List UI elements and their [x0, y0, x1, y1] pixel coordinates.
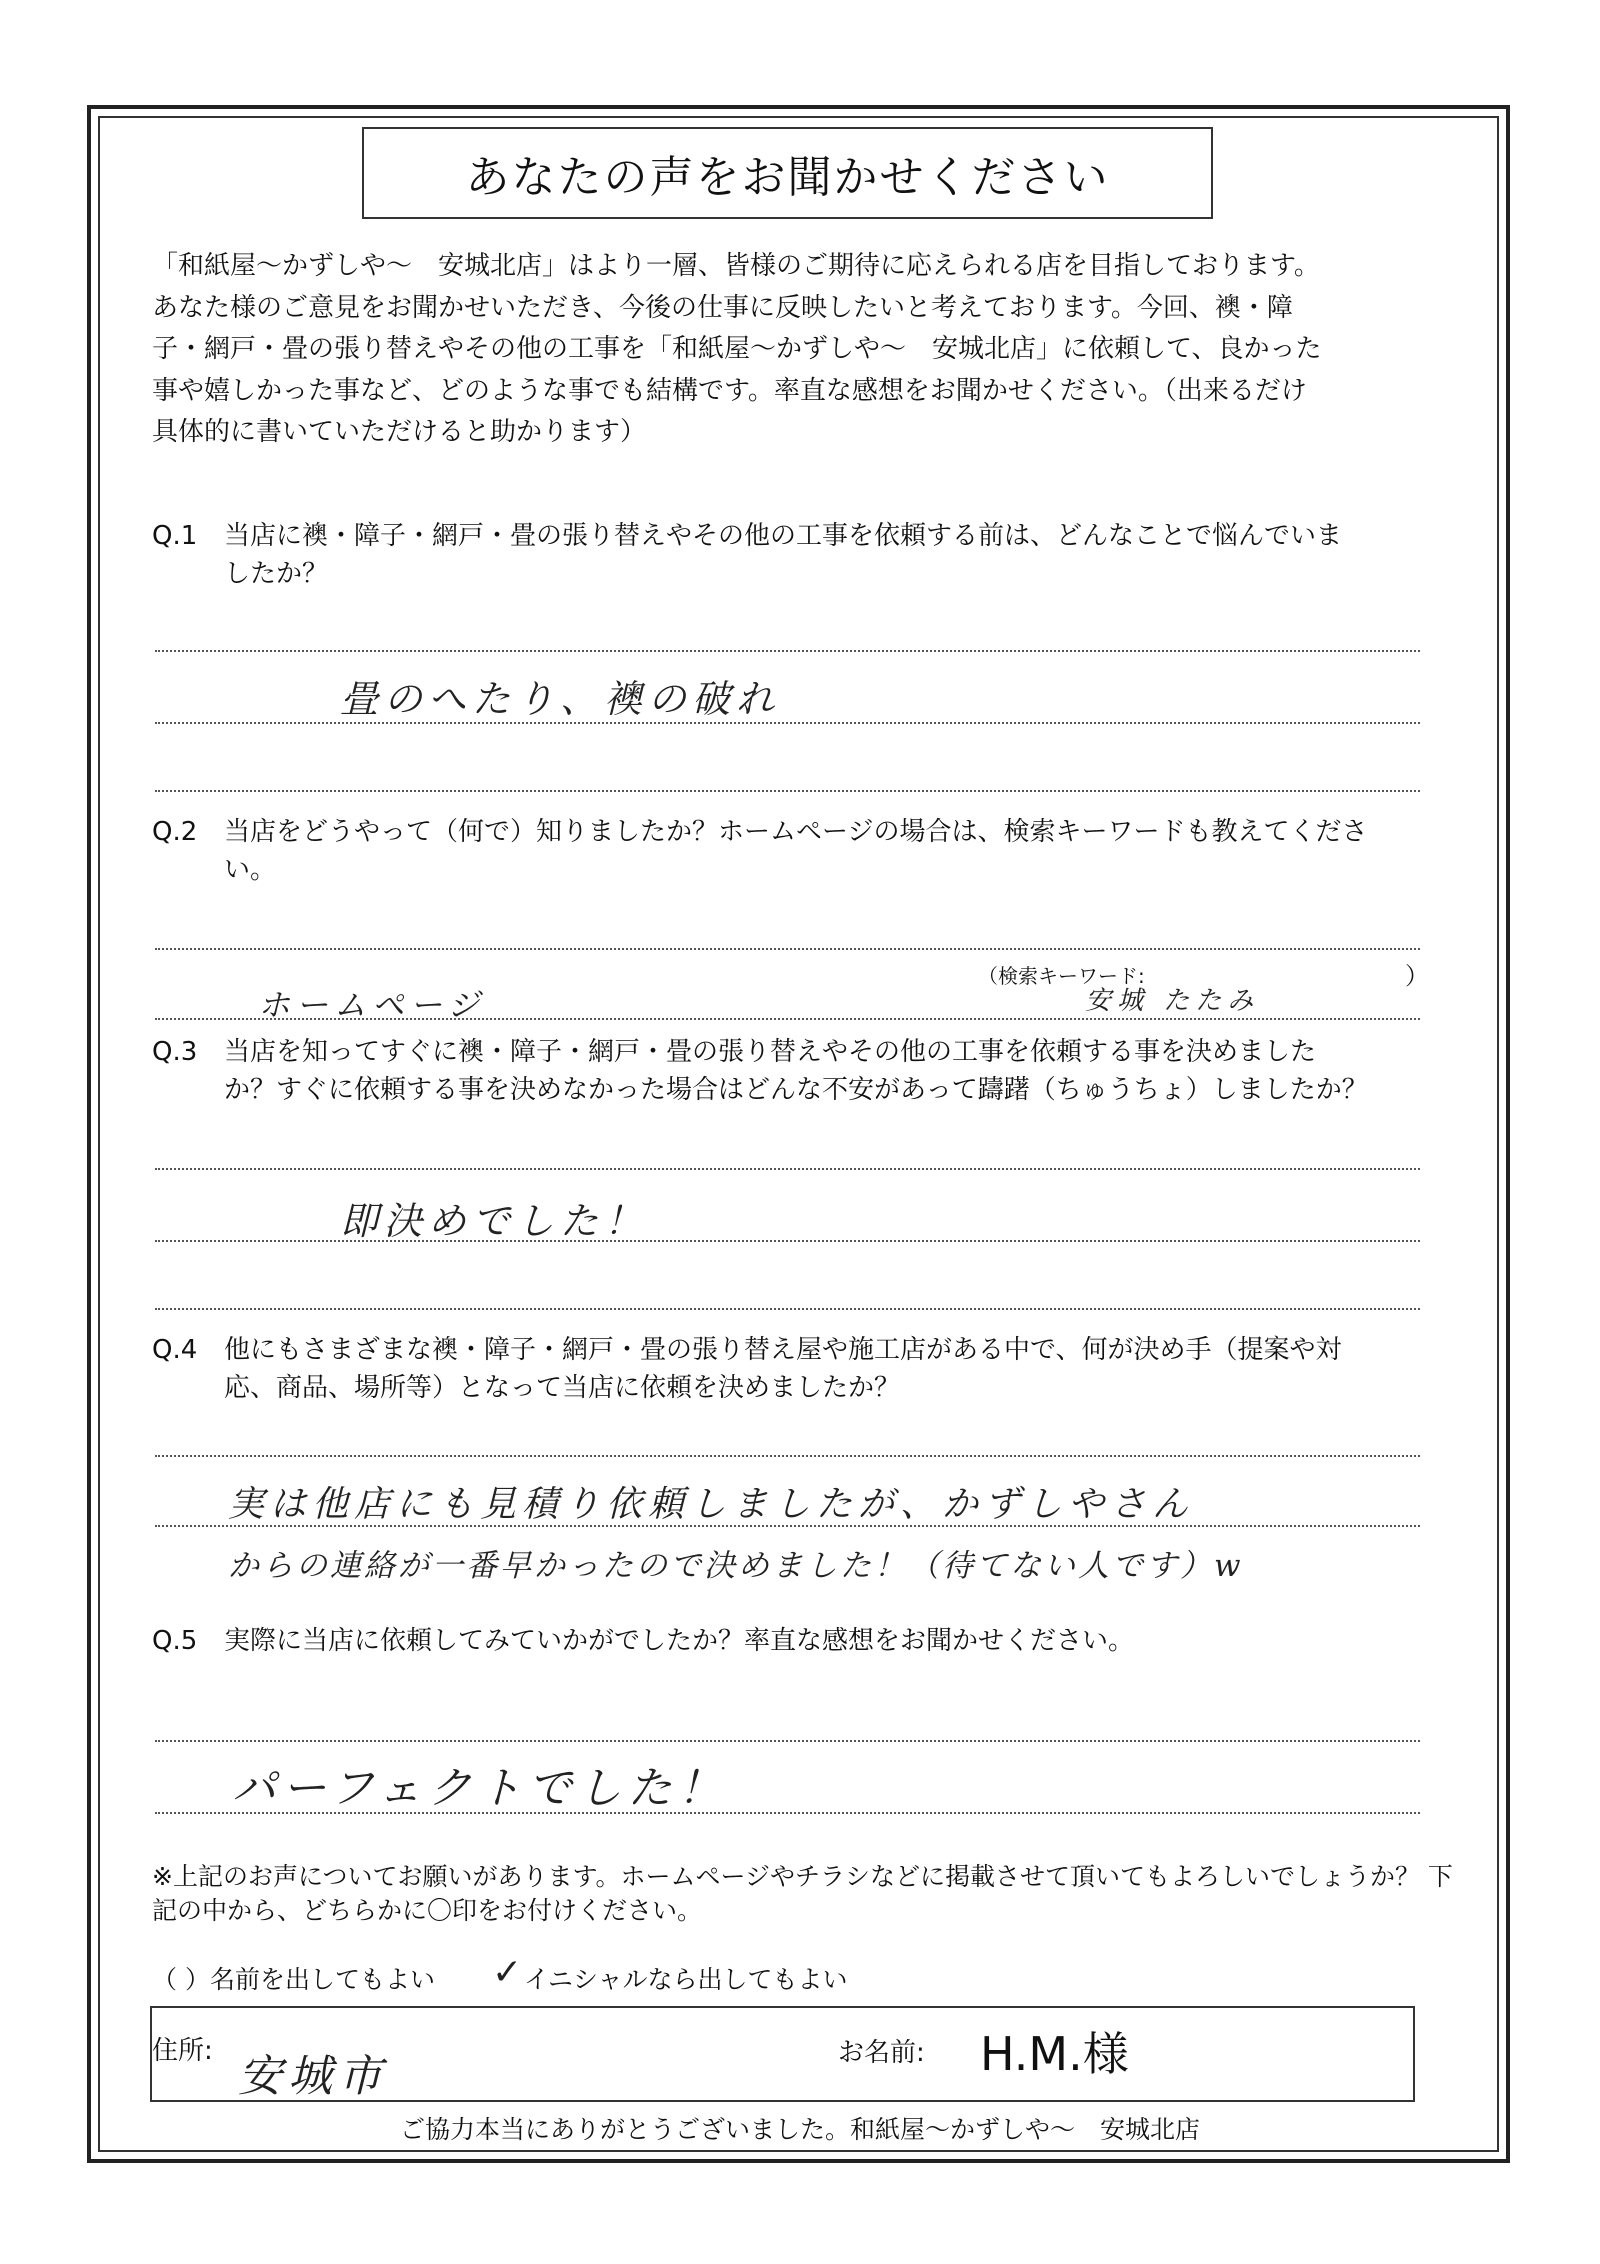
handwritten-answer-5: パーフェクトでした！	[232, 1763, 728, 1814]
question-number: Q.5	[152, 1626, 198, 1656]
answer-line	[155, 1455, 1420, 1457]
handwritten-answer-2: ホームページ	[258, 986, 486, 1024]
question-number: Q.4	[152, 1335, 198, 1365]
question-text: 当店に襖・障子・網戸・畳の張り替えやその他の工事を依頼する前は、どんなことで悩んでいま	[224, 521, 1343, 551]
keyword-close: ）	[1405, 962, 1429, 990]
intro-line: 具体的に書いていただけると助かります）	[152, 417, 647, 447]
name-label: お名前:	[838, 2038, 925, 2068]
handwritten-answer-4a: 実は他店にも見積り依頼しましたが、かずしやさん	[228, 1484, 1195, 1525]
publication-note	[152, 1860, 1462, 1928]
question-text: したか？	[224, 559, 329, 589]
question-text: 応、商品、場所等）となって当店に依頼を決めましたか？	[224, 1373, 901, 1403]
question-number: Q.3	[152, 1037, 198, 1067]
intro-paragraph	[152, 246, 1462, 454]
consent-option-initials[interactable]: イニシャルなら出してもよい	[524, 1965, 848, 1994]
answer-line	[155, 1812, 1420, 1814]
answer-line	[155, 790, 1420, 792]
intro-line: あなた様のご意見をお聞かせいただき、今後の仕事に反映したいと考えております。今回、襖・障	[152, 292, 1293, 323]
note-line: 記の中から、どちらかに〇印をお付けください。	[152, 1896, 703, 1925]
note-line: ※上記のお声についてお願いがあります。ホームページやチラシなどに掲載させて頂いてもよろしいでしょうか？ 下	[152, 1862, 1453, 1891]
answer-line	[155, 1018, 1420, 1020]
question-number: Q.2	[152, 817, 198, 847]
handwritten-answer-4b: からの連絡が一番早かったので決めました！（待てない人です）w	[228, 1548, 1244, 1584]
footer-thanks: ご協力本当にありがとうございました。和紙屋〜かずしや〜 安城北店	[399, 2115, 1200, 2144]
answer-line	[155, 1240, 1420, 1242]
answer-line	[155, 948, 1420, 950]
handwritten-answer-1: 畳のへたり、襖の破れ	[340, 677, 781, 721]
answer-line	[155, 1168, 1420, 1170]
handwritten-answer-3: 即決めでした！	[340, 1199, 649, 1243]
address-value: 安城市	[238, 2051, 388, 2102]
page-title: あなたの声をお聞かせください	[362, 127, 1213, 219]
name-value: H.M.様	[980, 2027, 1129, 2081]
question-number: Q.1	[152, 521, 198, 551]
answer-line	[155, 1308, 1420, 1310]
question-text: 当店を知ってすぐに襖・障子・網戸・畳の張り替えやその他の工事を依頼する事を決めました	[224, 1037, 1317, 1067]
question-text: か？すぐに依頼する事を決めなかった場合はどんな不安があって躊躇（ちゅうちょ）しましたか？	[224, 1075, 1368, 1105]
consent-option-name[interactable]: （ ）名前を出してもよい	[152, 1965, 435, 1994]
intro-line: 子・網戸・畳の張り替えやその他の工事を「和紙屋〜かずしや〜 安城北店」に依頼して、良かった	[152, 334, 1322, 364]
answer-line	[155, 1740, 1420, 1742]
intro-line: 事や嬉しかった事など、どのような事でも結構です。率直な感想をお聞かせください。（出来るだけ	[152, 375, 1307, 406]
answer-line	[155, 1525, 1420, 1527]
check-icon: ✓	[492, 1952, 523, 1993]
address-label: 住所:	[152, 2036, 213, 2066]
handwritten-keyword: 安城 たたみ	[1085, 986, 1260, 1016]
question-text: い。	[224, 855, 277, 885]
question-text: 実際に当店に依頼してみていかがでしたか？率直な感想をお聞かせください。	[224, 1626, 1135, 1656]
keyword-label: （検索キーワード:	[978, 964, 1145, 988]
answer-line	[155, 650, 1420, 652]
answer-line	[155, 722, 1420, 724]
intro-line: 「和紙屋〜かずしや〜 安城北店」はより一層、皆様のご期待に応えられる店を目指しております。	[152, 251, 1320, 281]
question-text: 当店をどうやって（何で）知りましたか？ホームページの場合は、検索キーワードも教えてくださ	[224, 817, 1368, 847]
question-text: 他にもさまざまな襖・障子・網戸・畳の張り替え屋や施工店がある中で、何が決め手（提案や対	[224, 1335, 1342, 1365]
